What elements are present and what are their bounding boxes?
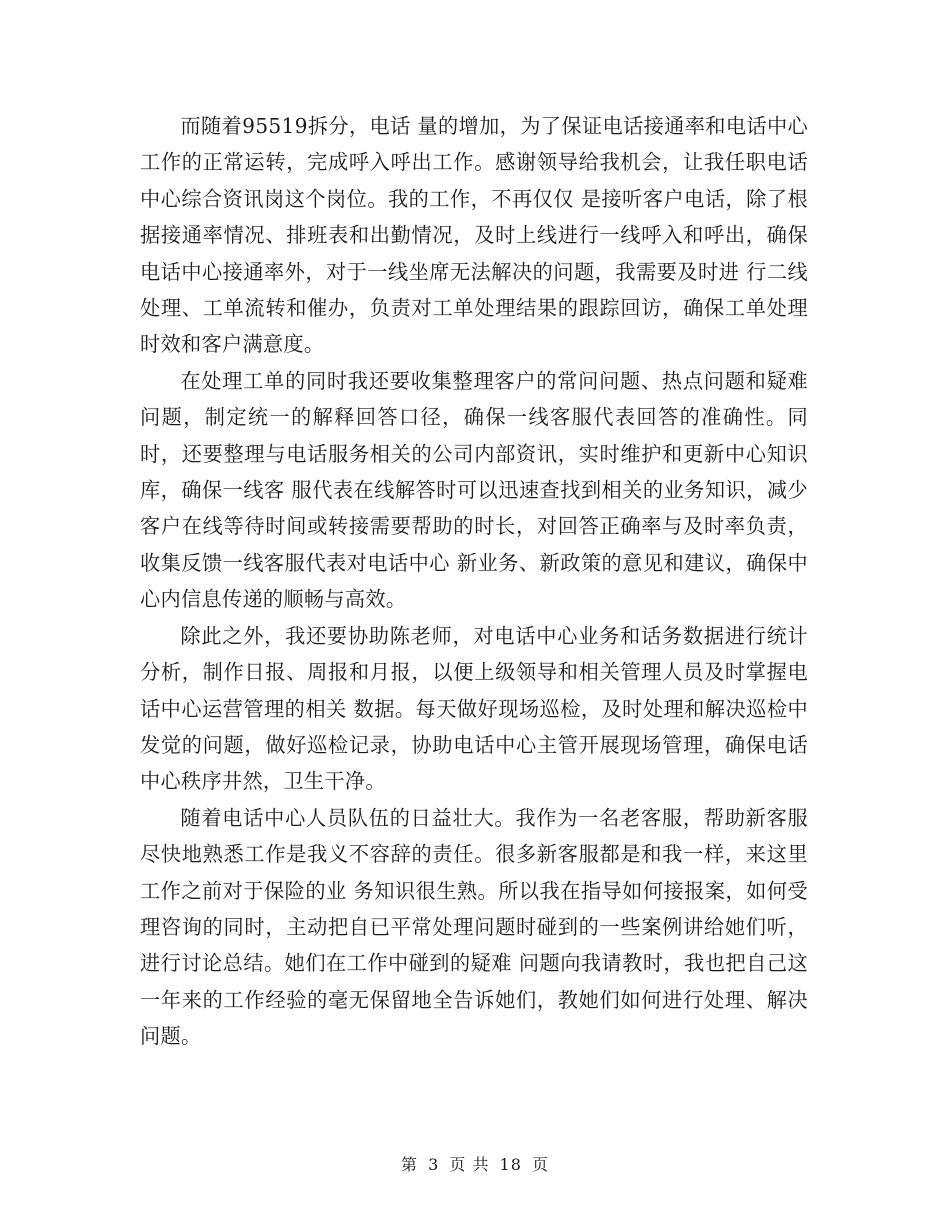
page-footer [0,1152,950,1175]
document-body [140,108,808,1055]
paragraph-4: 随着电话中心人员队伍的日益壮大。我作为一名老客服，帮助新客服尽快地熟悉工作是我义不容辞的责任。很多新客服都是和我一样，来这里工作之前对于保险的业 务知识很生熟。所以我在指导如何接报案，如何受理咨询的同时，主动把自已平常处理问题时碰到的一些案例讲给她们听，进行讨论总结。她们在工作中碰到的疑难 问题向我请教时，我也把自己这一年来的工作经验的毫无保留地全告诉她们，教她们如何进行处理、解决问题。 [140,805,808,1049]
paragraph-1: 而随着95519拆分，电话 量的增加，为了保证电话接通率和电话中心工作的正常运转，完成呼入呼出工作。感谢领导给我机会，让我任职电话中心综合资讯岗这个岗位。我的工作，不再仅仅 是接听客户电话，除了根据接通率情况、排班表和出勤情况，及时上线进行一线呼入和呼出，确保电话中心接通率外，对于一线坐席无法解决的问题，我需要及时进 行二线处理、工单流转和催办，负责对工单处理结果的跟踪回访，确保工单处理时效和客户满意度。 [140,114,808,357]
paragraph-2: 在处理工单的同时我还要收集整理客户的常问问题、热点问题和疑难问题，制定统一的解释回答口径，确保一线客服代表回答的准确性。同时，还要整理与电话服务相关的公司内部资讯，实时维护和更新中心知识库，确保一线客 服代表在线解答时可以迅速查找到相关的业务知识，减少客户在线等待时间或转接需要帮助的时长，对回答正确率与及时率负责，收集反馈一线客服代表对电话中心 新业务、新政策的意见和建议，确保中心内信息传递的顺畅与高效。 [140,368,808,612]
footer-page-number: 3 [428,1155,440,1174]
footer-middle: 页 共 [449,1155,490,1174]
paragraph-3: 除此之外，我还要协助陈老师，对电话中心业务和话务数据进行统计分析，制作日报、周报和月报，以便上级领导和相关管理人员及时掌握电话中心运营管理的相关 数据。每天做好现场巡检，及时处理和解决巡检中发觉的问题，做好巡检记录，协助电话中心主管开展现场管理，确保电话中心秩序井然，卫生干净。 [140,623,808,794]
footer-prefix: 第 [400,1155,418,1174]
footer-suffix: 页 [532,1155,550,1174]
footer-total-pages: 18 [499,1155,522,1174]
